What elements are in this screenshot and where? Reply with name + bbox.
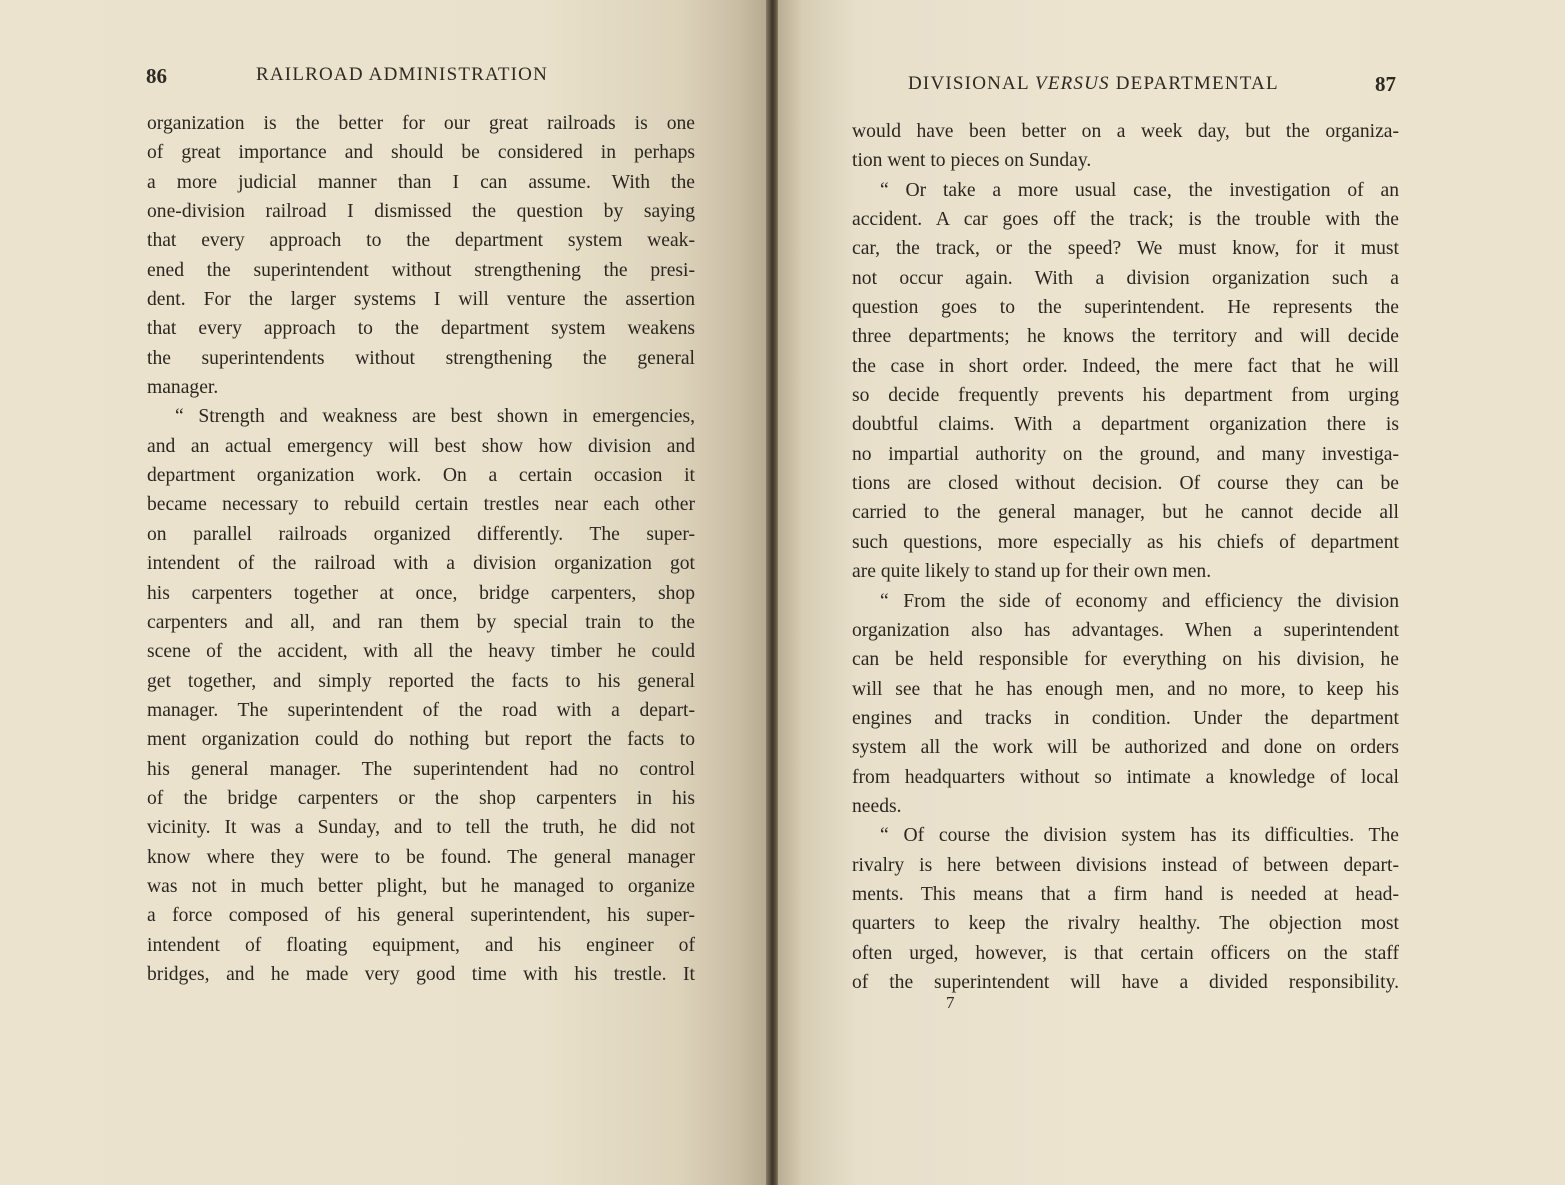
- text-line: his general manager. The superintendent had no control: [147, 758, 695, 780]
- text-line: a force composed of his general superintendent, his super-: [147, 905, 695, 927]
- text-line: of the bridge carpenters or the shop carpenters in his: [147, 787, 695, 809]
- text-line: no impartial authority on the ground, and many investiga-: [852, 443, 1399, 465]
- text-line: “ Of course the division system has its difficulties. The: [880, 825, 1399, 847]
- text-line: organization is the better for our great railroads is one: [147, 113, 695, 134]
- text-line: the case in short order. Indeed, the mere fact that he will: [852, 355, 1399, 377]
- text-line: needs.: [852, 795, 902, 817]
- text-line: “ Strength and weakness are best shown in emergencies,: [175, 406, 695, 428]
- text-line: system all the work will be authorized and done on orders: [852, 737, 1399, 759]
- text-line: would have been better on a week day, but the organiza-: [852, 121, 1399, 142]
- text-line: tions are closed without decision. Of course they can be: [852, 473, 1399, 495]
- text-line: can be held responsible for everything on his division, he: [852, 649, 1399, 671]
- text-line: one-division railroad I dismissed the question by saying: [147, 201, 695, 223]
- right-running-head: [908, 73, 1279, 95]
- text-line: “ From the side of economy and efficiency the division: [880, 590, 1399, 612]
- text-line: his carpenters together at once, bridge carpenters, shop: [147, 582, 695, 604]
- text-line: intendent of floating equipment, and his engineer of: [147, 934, 695, 956]
- text-line: ments. This means that a firm hand is needed at head-: [852, 883, 1399, 905]
- text-line: intendent of the railroad with a division organization got: [147, 553, 695, 575]
- text-line: from headquarters without so intimate a knowledge of local: [852, 766, 1399, 788]
- running-head-part: DEPARTMENTAL: [1109, 73, 1279, 94]
- running-head-italic: VERSUS: [1035, 73, 1110, 94]
- right-page: [778, 0, 1565, 1185]
- left-text-block: [147, 109, 695, 989]
- running-head-part: DIVISIONAL: [908, 73, 1036, 94]
- text-line: engines and tracks in condition. Under the department: [852, 707, 1399, 729]
- text-line: was not in much better plight, but he managed to organize: [147, 875, 695, 897]
- left-page-number: 86: [146, 64, 167, 88]
- text-line: carried to the general manager, but he cannot decide all: [852, 502, 1399, 524]
- text-line: three departments; he knows the territory and will decide: [852, 326, 1399, 348]
- text-line: and an actual emergency will best show how division and: [147, 435, 695, 457]
- text-line: question goes to the superintendent. He represents the: [852, 297, 1399, 319]
- text-line: bridges, and he made very good time with his trestle. It: [147, 963, 695, 985]
- text-line: on parallel railroads organized differently. The super-: [147, 523, 695, 545]
- text-line: that every approach to the department system weak-: [147, 230, 695, 252]
- text-line: often urged, however, is that certain officers on the staff: [852, 942, 1399, 964]
- text-line: quarters to keep the rivalry healthy. The objection most: [852, 913, 1399, 935]
- signature-mark: 7: [946, 993, 955, 1012]
- text-line: of the superintendent will have a divided responsibility.: [852, 971, 1399, 993]
- text-line: organization also has advantages. When a superintendent: [852, 619, 1399, 641]
- text-line: tion went to pieces on Sunday.: [852, 150, 1092, 172]
- text-line: vicinity. It was a Sunday, and to tell the truth, he did not: [147, 817, 695, 839]
- text-line: department organization work. On a certain occasion it: [147, 465, 695, 487]
- text-line: know where they were to be found. The general manager: [147, 846, 695, 868]
- text-line: “ Or take a more usual case, the investigation of an: [880, 179, 1399, 201]
- right-page-number: 87: [1375, 72, 1396, 96]
- text-line: dent. For the larger systems I will venture the assertion: [147, 289, 695, 311]
- text-line: manager.: [147, 377, 219, 399]
- text-line: ened the superintendent without strengthening the presi-: [147, 259, 695, 281]
- text-line: a more judicial manner than I can assume. With the: [147, 171, 695, 193]
- text-line: so decide frequently prevents his department from urging: [852, 385, 1399, 407]
- text-line: doubtful claims. With a department organization there is: [852, 414, 1399, 436]
- left-running-head: RAILROAD ADMINISTRATION: [256, 64, 549, 85]
- text-line: rivalry is here between divisions instead of between depart-: [852, 854, 1399, 876]
- text-line: car, the track, or the speed? We must know, for it must: [852, 238, 1399, 260]
- text-line: will see that he has enough men, and no more, to keep his: [852, 678, 1399, 700]
- text-line: that every approach to the department system weakens: [147, 318, 695, 340]
- text-line: carpenters and all, and ran them by special train to the: [147, 611, 695, 633]
- text-line: such questions, more especially as his chiefs of department: [852, 531, 1399, 553]
- text-line: accident. A car goes off the track; is the trouble with the: [852, 209, 1399, 231]
- right-text-block: [852, 117, 1399, 997]
- text-line: get together, and simply reported the facts to his general: [147, 670, 695, 692]
- text-line: of great importance and should be considered in perhaps: [147, 142, 695, 164]
- text-line: not occur again. With a division organization such a: [852, 267, 1399, 289]
- text-line: scene of the accident, with all the heavy timber he could: [147, 641, 695, 663]
- text-line: the superintendents without strengthening the general: [147, 347, 695, 369]
- text-line: manager. The superintendent of the road with a depart-: [147, 699, 695, 721]
- text-line: ment organization could do nothing but report the facts to: [147, 729, 695, 751]
- text-line: are quite likely to stand up for their own men.: [852, 561, 1212, 583]
- text-line: became necessary to rebuild certain trestles near each other: [147, 494, 695, 516]
- left-page: [0, 0, 770, 1185]
